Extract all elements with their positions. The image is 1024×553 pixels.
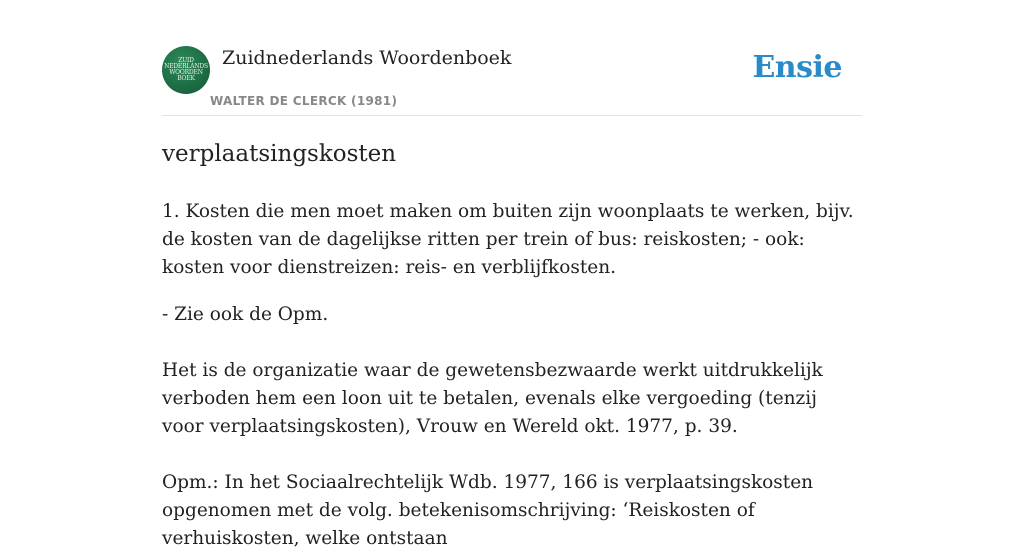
dictionary-title[interactable]: Zuidnederlands Woordenboek [222,47,512,69]
logo-line: NEDERLANDS [164,63,208,70]
logo-line: ZUID [178,57,194,64]
header [162,46,862,116]
spacer [162,329,862,357]
spacer [162,441,862,469]
logo-line: BOEK [177,75,195,82]
entry-content [162,136,862,553]
logo-line: WOORDEN [169,69,203,76]
entry-example: Het is de organizatie waar de gewetensbezwaarde werkt uitdrukkelijk verboden hem een loon uit te betalen, evenals elke vergoeding (tenzij voor verplaatsingskosten), Vrouw en Wereld okt. 1977, p. 39. [162,360,823,437]
dictionary-logo[interactable] [162,46,210,94]
entry-definition: 1. Kosten die men moet maken om buiten zijn woonplaats te werken, bijv. de kosten van de dagelijkse ritten per trein of bus: reiskosten; - ook: kosten voor dienstreizen: reis- en verblijfkosten. [162,201,854,278]
entry-see-also: - Zie ook de Opm. [162,304,329,325]
entry-headword: verplaatsingskosten [162,141,397,167]
brand-logo-link[interactable]: Ensie [752,50,842,85]
spacer [162,282,862,301]
entry-remark: Opm.: In het Sociaalrechtelijk Wdb. 1977, 166 is verplaatsingskosten opgenomen met de volg. betekenisomschrijving: ‘Reiskosten of verhuiskosten, welke ontstaan [162,472,814,549]
dictionary-author: WALTER DE CLERCK (1981) [210,94,398,108]
